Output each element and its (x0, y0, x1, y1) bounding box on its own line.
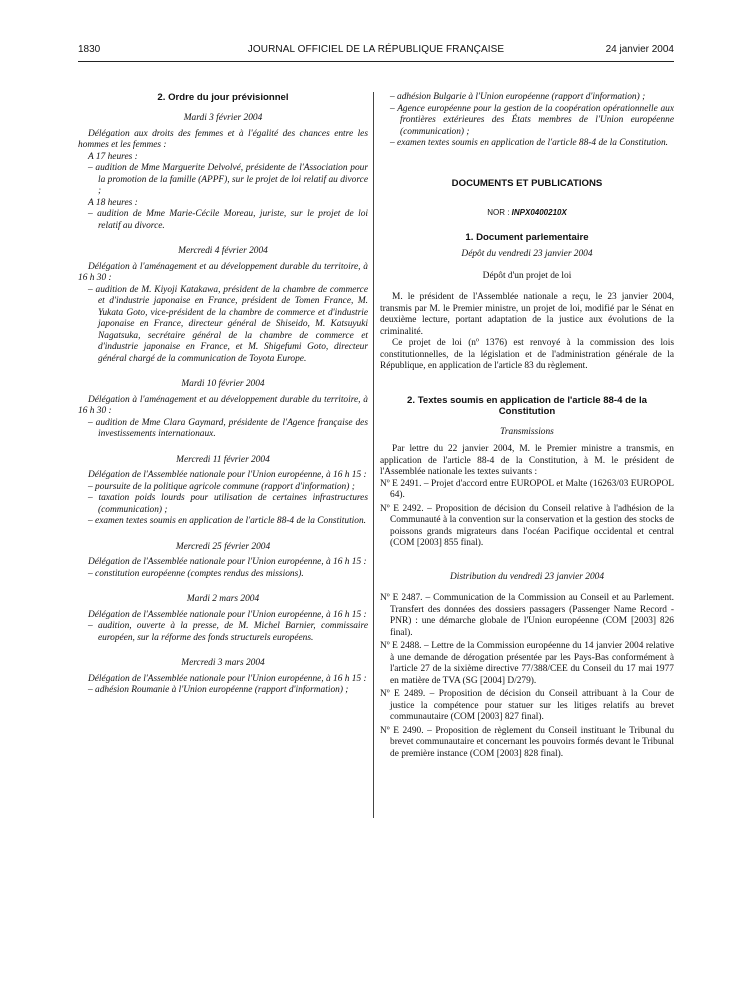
day-date: Mardi 2 mars 2004 (186, 594, 260, 604)
document-entry (380, 593, 674, 639)
deposit-date: Dépôt du vendredi 23 janvier 2004 (461, 249, 593, 259)
delegation-text: Délégation aux droits des femmes et à l'égalité des chances entre les hommes et les femmes : (78, 128, 368, 150)
document-text: – Projet d'accord entre EUROPOL et Malte (16263/03 EUROPOL 64). (390, 478, 675, 500)
body-paragraph: Ce projet de loi (nº 1376) est renvoyé à la commission des lois constitutionnelles, de la législation et de l'administration générale de la République, en application de l'article 83 du règlement. (380, 338, 674, 371)
document-number: Nº E 2488. (380, 641, 422, 651)
column-divider (373, 92, 374, 818)
document-entry (380, 504, 674, 550)
document-entry (380, 479, 674, 502)
page-number: 1830 (78, 44, 101, 55)
day-date: Mercredi 11 février 2004 (176, 454, 270, 465)
agenda-item: – adhésion Roumanie à l'Union européenne (rapport d'information) ; (88, 685, 349, 695)
delegation-text: Délégation de l'Assemblée nationale pour l'Union européenne, à 16 h 15 : (88, 673, 367, 684)
distribution-subtitle: Distribution du vendredi 23 janvier 2004 (449, 571, 605, 582)
day-date: Mercredi 4 février 2004 (178, 246, 268, 256)
day-date: Mercredi 25 février 2004 (175, 541, 271, 552)
left-column (78, 92, 368, 697)
document-text: – Proposition de décision du Conseil relative à l'adhésion de la Communauté à la convention sur la conservation et la gestion des stocks de poissons grands migrateurs dans l'océan Pacifique occidental et central (COM [2003] 855 final). (390, 503, 675, 548)
agenda-item: – examen textes soumis en application de l'article 88-4 de la Constitution. (390, 138, 668, 148)
body-paragraph: Par lettre du 22 janvier 2004, M. le Premier ministre a transmis, en application de l'article 88-4 de la Constitution, à M. le président de l'Assemblée nationale les textes suivants : (380, 444, 674, 477)
delegation-text: Délégation de l'Assemblée nationale pour l'Union européenne, à 16 h 15 : (88, 609, 367, 620)
day-date: Mardi 3 février 2004 (183, 113, 263, 123)
page-header (78, 44, 674, 58)
nor-label: NOR : (487, 207, 510, 217)
time-label: A 18 heures : (88, 197, 138, 208)
issue-date: 24 janvier 2004 (605, 44, 674, 55)
agenda-item: – audition de Mme Marguerite Delvolvé, présidente de l'Association pour la promotion de la famille (APPF), sur le projet de loi relatif au divorce ; (88, 163, 368, 196)
time-label: A 17 heures : (88, 151, 138, 162)
right-column (380, 92, 674, 760)
agenda-item: – audition, ouverte à la presse, de M. Michel Barnier, commissaire européen, sur la réforme des fonds structurels européens. (88, 621, 368, 643)
agenda-item: – audition de Mme Clara Gaymard, présidente de l'Agence française des investissements internationaux. (88, 417, 368, 439)
delegation-text: Délégation de l'Assemblée nationale pour l'Union européenne, à 16 h 15 : (88, 557, 367, 567)
document-text: – Communication de la Commission au Conseil et au Parlement. Transfert des données des dossiers passagers (Passenger Name Record - PNR) : une démarche globale de l'Union européenne (COM [2003] 826 final). (390, 593, 674, 638)
agenda-item: – poursuite de la politique agricole commune (rapport d'information) ; (88, 481, 355, 492)
document-text: – Lettre de la Commission européenne du 14 janvier 2004 relative à une demande de dérogation présentée par les Pays-Bas conformément à l'article 27 de la sixième directive 77/388/CEE du Conseil du 17 mai 1977 en matière de TVA (SG [2004] D/279). (390, 641, 675, 686)
day-date: Mercredi 3 mars 2004 (181, 658, 265, 668)
document-text: – Proposition de décision du Conseil attribuant à la Cour de justice la compétence pour statuer sur les litiges relatifs au brevet communautaire (COM [2003] 827 final). (390, 689, 675, 722)
deposit-subtitle: Dépôt d'un projet de loi (482, 270, 572, 281)
agenda-item: – adhésion Bulgarie à l'Union européenne (rapport d'information) ; (390, 92, 646, 102)
document-entry (380, 641, 674, 687)
document-number: Nº E 2489. (380, 689, 426, 699)
document-entry (380, 689, 674, 724)
agenda-item: – Agence européenne pour la gestion de la coopération opérationnelle aux frontières extérieures des États membres de l'Union européenne (communication) ; (390, 103, 674, 137)
header-divider (78, 61, 674, 62)
nor-reference (380, 207, 674, 219)
agenda-item: – constitution européenne (comptes rendus des missions). (88, 568, 304, 579)
agenda-item: – taxation poids lourds pour utilisation de certaines infrastructures (communication) ; (88, 493, 368, 515)
document-number: Nº E 2491. (380, 478, 422, 489)
journal-title: JOURNAL OFFICIEL DE LA RÉPUBLIQUE FRANÇAISE (247, 44, 505, 55)
delegation-text: Délégation de l'Assemblée nationale pour l'Union européenne, à 16 h 15 : (88, 470, 367, 480)
section-title-texts-88-4: 2. Textes soumis en application de l'article 88-4 de la Constitution (407, 394, 647, 417)
section-title-agenda: 2. Ordre du jour prévisionnel (157, 92, 289, 103)
document-number: Nº E 2492. (380, 503, 424, 514)
body-paragraph: M. le président de l'Assemblée nationale a reçu, le 23 janvier 2004, transmis par M. le Premier ministre, un projet de loi, modifié par le Sénat en deuxième lecture, portant adaptation de la justice aux évolutions de la criminalité. (380, 292, 674, 337)
nor-code: INPX0400210X (511, 207, 567, 217)
section-title-parliamentary-document: 1. Document parlementaire (465, 232, 589, 243)
day-date: Mardi 10 février 2004 (181, 379, 265, 389)
document-number: Nº E 2490. (380, 725, 424, 736)
agenda-item: – audition de Mme Marie-Cécile Moreau, juriste, sur le projet de loi relatif au divorce. (88, 209, 368, 231)
delegation-text: Délégation à l'aménagement et au développement durable du territoire, à 16 h 30 : (78, 394, 368, 416)
document-text: – Proposition de règlement du Conseil instituant le Tribunal du brevet communautaire et concernant les pouvoirs formés devant le Tribunal de première instance (COM [2003] 828 final). (390, 725, 675, 759)
agenda-item: – audition de M. Kiyoji Katakawa, président de la chambre de commerce et d'industrie japonaise en France, président de Tomen France, M. Yukata Goto, vice-président de la chambre de commerce et d'industrie japonaise en France, directeur général de Shiseido, M. Katsuyuki Nagatsuka, secrétaire général de la chambre de commerce et d'industrie japonaise en France, et M. Shigefumi Goto, directeur général chargé de la communication de Toyota Europe. (88, 284, 368, 364)
delegation-text: Délégation à l'aménagement et au développement durable du territoire, à 16 h 30 : (78, 261, 368, 283)
agenda-item: – examen textes soumis en application de l'article 88-4 de la Constitution. (88, 516, 366, 526)
transmissions-subtitle: Transmissions (500, 426, 554, 437)
document-number: Nº E 2487. (380, 593, 423, 603)
document-entry (380, 726, 674, 761)
documents-publications-title: DOCUMENTS ET PUBLICATIONS (451, 177, 603, 189)
